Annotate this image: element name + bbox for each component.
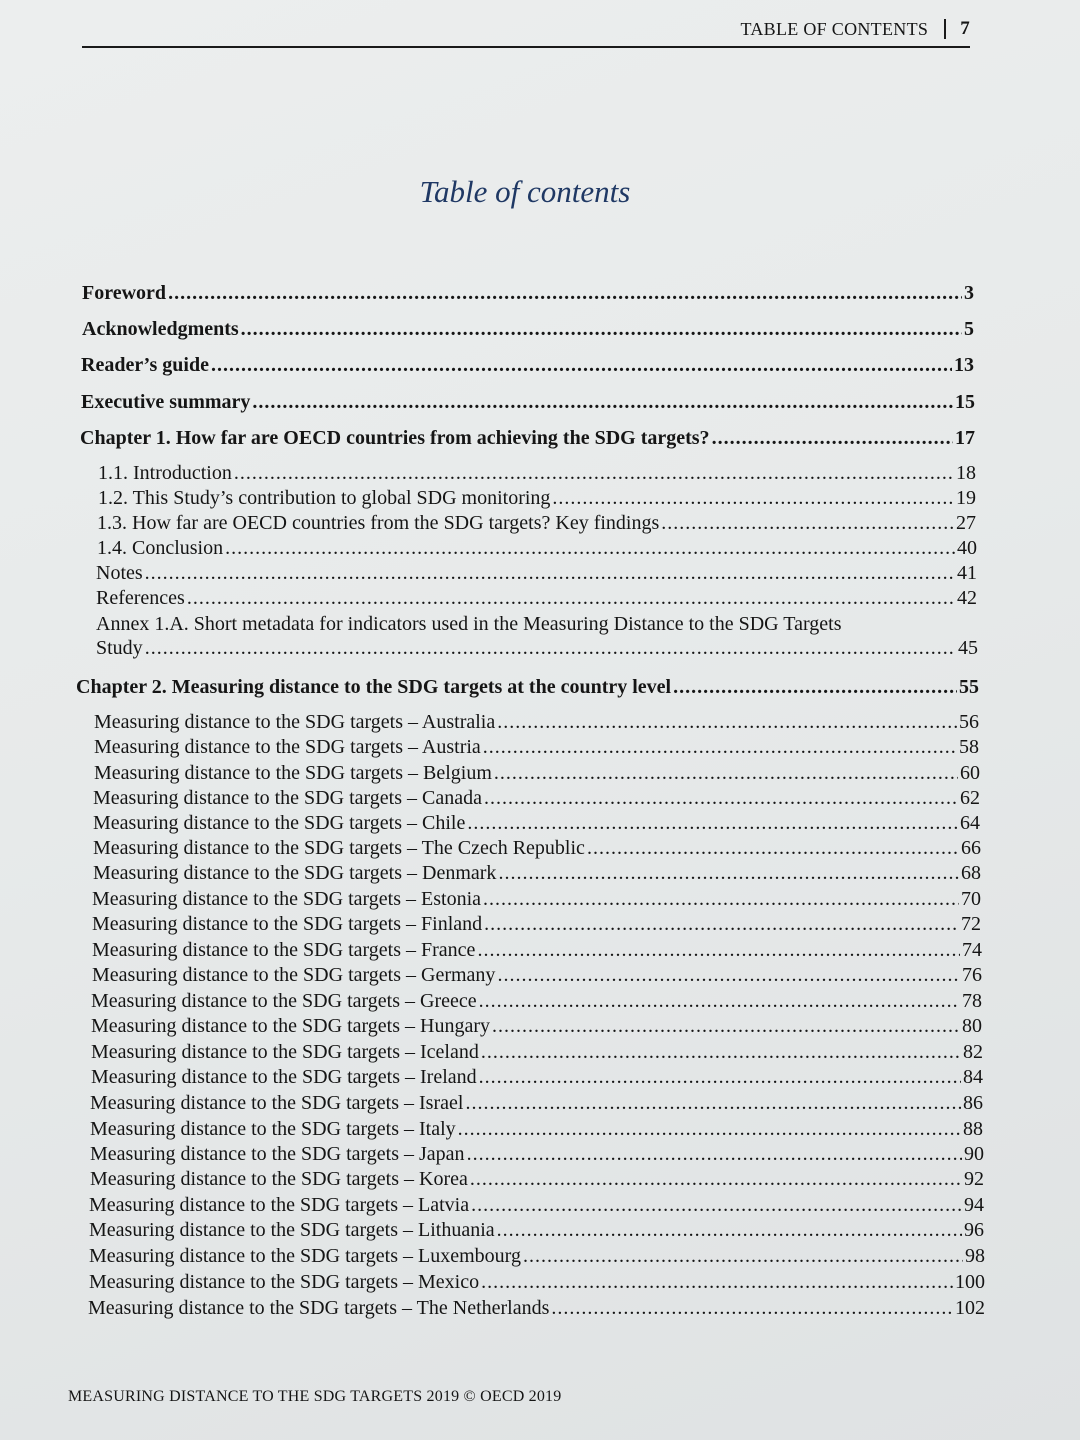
toc-entry-label: Measuring distance to the SDG targets – France [92, 939, 476, 961]
toc-entry-denmark[interactable] [93, 862, 981, 885]
toc-entry-label: Measuring distance to the SDG targets – Denmark [93, 862, 497, 884]
dot-leader [234, 462, 954, 485]
dot-leader [552, 487, 954, 510]
toc-entry-label: Acknowledgments [82, 318, 239, 340]
toc-entry-label: Reader’s guide [81, 354, 209, 376]
toc-entry-page: 90 [964, 1143, 984, 1165]
toc-entry-page: 68 [961, 862, 981, 884]
dot-leader [484, 913, 959, 936]
dot-leader [494, 762, 958, 785]
toc-entry-label: Measuring distance to the SDG targets – Germany [92, 964, 496, 986]
dot-leader [481, 1271, 953, 1294]
toc-entry-page: 84 [963, 1066, 983, 1088]
toc-entry-label: Measuring distance to the SDG targets – Finland [92, 913, 483, 935]
dot-leader [477, 939, 960, 962]
toc-entry-label: Measuring distance to the SDG targets – Latvia [89, 1194, 470, 1216]
dot-leader [225, 537, 955, 560]
toc-entry-page: 72 [961, 913, 981, 935]
toc-entry-france[interactable] [92, 939, 982, 962]
toc-entry-label: Measuring distance to the SDG targets – Austria [94, 736, 481, 758]
toc-entry-iceland[interactable] [91, 1041, 983, 1064]
toc-entry-label: Notes [96, 562, 143, 584]
toc-entry-chile[interactable] [93, 812, 980, 835]
dot-leader [479, 1066, 961, 1089]
toc-entry-1-3[interactable] [97, 512, 976, 535]
toc-entry-label: Study [96, 637, 143, 659]
toc-entry-label: Measuring distance to the SDG targets – Greece [91, 990, 477, 1012]
dot-leader [458, 1118, 961, 1141]
toc-entry-estonia[interactable] [92, 888, 981, 911]
toc-entry-page: 70 [961, 888, 981, 910]
toc-entry-page: 45 [958, 637, 978, 659]
toc-entry-label: Measuring distance to the SDG targets – Italy [90, 1118, 456, 1140]
toc-entry-1-4[interactable] [97, 537, 977, 560]
toc-entry-page: 56 [959, 711, 979, 733]
toc-entry-japan[interactable] [90, 1143, 984, 1166]
toc-entry-ireland[interactable] [91, 1066, 983, 1089]
toc-entry-1-1[interactable] [98, 462, 976, 485]
dot-leader [483, 736, 957, 759]
toc-entry-page: 55 [959, 676, 979, 698]
toc-entry-page: 74 [962, 939, 982, 961]
toc-entry-page: 60 [960, 762, 980, 784]
toc-entry-page: 88 [963, 1118, 983, 1140]
toc-entry-chapter-2[interactable] [76, 676, 979, 699]
toc-entry-chapter-1[interactable] [80, 427, 975, 450]
toc-entry-page: 18 [956, 462, 976, 484]
dot-leader [498, 862, 959, 885]
dot-leader [479, 990, 960, 1013]
toc-entry-page: 64 [960, 812, 980, 834]
toc-entry-label: References [96, 587, 185, 609]
toc-entry-page: 62 [960, 787, 980, 809]
toc-entry-label: Measuring distance to the SDG targets – Australia [94, 711, 496, 733]
toc-entry-executive-summary[interactable] [81, 391, 975, 414]
page-footer: MEASURING DISTANCE TO THE SDG TARGETS 2019 © OECD 2019 [68, 1388, 562, 1405]
toc-entry-label: Measuring distance to the SDG targets – Estonia [92, 888, 482, 910]
page-title: Table of contents [419, 174, 631, 209]
dot-leader [492, 1015, 960, 1038]
toc-entry-references[interactable] [96, 587, 977, 610]
dot-leader [471, 1194, 962, 1217]
toc-entry-label: Measuring distance to the SDG targets – Canada [93, 787, 482, 809]
toc-entry-page: 82 [963, 1041, 983, 1063]
dot-leader [497, 1219, 962, 1242]
toc-entry-acknowledgments[interactable] [82, 318, 974, 341]
toc-entry-label: Measuring distance to the SDG targets – The Netherlands [88, 1297, 550, 1319]
toc-entry-austria[interactable] [94, 736, 979, 759]
dot-leader [712, 427, 953, 450]
dot-leader [673, 676, 957, 699]
toc-entry-israel[interactable] [90, 1092, 983, 1115]
dot-leader [145, 637, 956, 660]
toc-entry-netherlands[interactable] [88, 1297, 985, 1320]
toc-entry-label: Measuring distance to the SDG targets – Belgium [94, 762, 492, 784]
dot-leader [145, 562, 955, 585]
dot-leader [465, 1092, 961, 1115]
toc-entry-label: Executive summary [81, 391, 251, 413]
toc-entry-label: 1.4. Conclusion [97, 537, 224, 559]
toc-entry-belgium[interactable] [94, 762, 980, 785]
toc-entry-luxembourg[interactable] [89, 1245, 985, 1268]
toc-entry-finland[interactable] [92, 913, 981, 936]
toc-entry-lithuania[interactable] [89, 1219, 984, 1242]
toc-entry-label: 1.1. Introduction [98, 462, 232, 484]
toc-entry-annex-title-line[interactable]: Annex 1.A. Short metadata for indicators used in the Measuring Distance to the SDG Targets [96, 613, 842, 635]
dot-leader [467, 1143, 962, 1166]
toc-entry-label: Measuring distance to the SDG targets – Hungary [91, 1015, 490, 1037]
dot-leader [168, 282, 962, 305]
toc-entry-page: 15 [955, 391, 975, 413]
toc-entry-korea[interactable] [90, 1168, 984, 1191]
toc-entry-page: 86 [963, 1092, 983, 1114]
toc-entry-foreword[interactable] [82, 282, 974, 305]
toc-entry-page: 92 [964, 1168, 984, 1190]
toc-entry-page: 40 [957, 537, 977, 559]
toc-entry-page: 3 [964, 282, 974, 304]
toc-entry-label: Chapter 2. Measuring distance to the SDG targets at the country level [76, 676, 672, 698]
toc-entry-page: 27 [956, 512, 976, 534]
header-separator [944, 19, 946, 39]
toc-entry-page: 76 [962, 964, 982, 986]
toc-entry-czech-republic[interactable] [93, 837, 981, 860]
toc-entry-label: Measuring distance to the SDG targets – Lithuania [89, 1219, 495, 1241]
dot-leader [523, 1245, 963, 1268]
toc-entry-page: 98 [965, 1245, 985, 1267]
dot-leader [211, 354, 952, 377]
dot-leader [470, 1168, 962, 1191]
toc-entry-label: Measuring distance to the SDG targets – Chile [93, 812, 466, 834]
running-header-section: TABLE OF CONTENTS [740, 18, 929, 39]
toc-entry-1-2[interactable] [98, 487, 976, 510]
dot-leader [661, 512, 954, 535]
toc-entry-italy[interactable] [90, 1118, 983, 1141]
toc-entry-page: 66 [961, 837, 981, 859]
toc-entry-page: 19 [956, 487, 976, 509]
toc-entry-label: Measuring distance to the SDG targets – Luxembourg [89, 1245, 521, 1267]
dot-leader [187, 587, 955, 610]
toc-entry-readers-guide[interactable] [81, 354, 974, 377]
dot-leader [484, 787, 958, 810]
toc-entry-label: 1.2. This Study’s contribution to global SDG monitoring [98, 487, 551, 509]
toc-entry-label: Measuring distance to the SDG targets – Ireland [91, 1066, 477, 1088]
toc-entry-label: 1.3. How far are OECD countries from the SDG targets? Key findings [97, 512, 660, 534]
toc-entry-page: 13 [954, 354, 974, 376]
toc-entry-page: 5 [964, 318, 974, 340]
toc-entry-germany[interactable] [92, 964, 982, 987]
toc-entry-canada[interactable] [93, 787, 980, 810]
toc-entry-annex-1a[interactable] [96, 637, 978, 660]
toc-entry-hungary[interactable] [91, 1015, 982, 1038]
toc-entry-label: Chapter 1. How far are OECD countries from achieving the SDG targets? [80, 427, 710, 449]
toc-entry-page: 80 [962, 1015, 982, 1037]
toc-entry-page: 41 [957, 562, 977, 584]
toc-entry-page: 17 [955, 427, 975, 449]
running-header [82, 14, 970, 48]
dot-leader [551, 1297, 953, 1320]
running-header-page-number: 7 [960, 18, 970, 39]
toc-entry-greece[interactable] [91, 990, 982, 1013]
toc-entry-label: Measuring distance to the SDG targets – Mexico [89, 1271, 480, 1293]
toc-entry-latvia[interactable] [89, 1194, 984, 1217]
toc-entry-page: 58 [959, 736, 979, 758]
toc-entry-australia[interactable] [94, 711, 979, 734]
dot-leader [587, 837, 959, 860]
toc-entry-label: Measuring distance to the SDG targets – Iceland [91, 1041, 479, 1063]
dot-leader [252, 391, 953, 414]
toc-entry-page: 96 [964, 1219, 984, 1241]
dot-leader [467, 812, 958, 835]
dot-leader [483, 888, 959, 911]
dot-leader [497, 711, 957, 734]
toc-entry-label: Foreword [82, 282, 167, 304]
toc-entry-label: Measuring distance to the SDG targets – Israel [90, 1092, 464, 1114]
toc-entry-page: 100 [955, 1271, 985, 1293]
toc-entry-label: Measuring distance to the SDG targets – Japan [90, 1143, 465, 1165]
toc-entry-label: Measuring distance to the SDG targets – Korea [90, 1168, 468, 1190]
dot-leader [481, 1041, 961, 1064]
toc-entry-page: 78 [962, 990, 982, 1012]
dot-leader [497, 964, 960, 987]
toc-entry-label: Measuring distance to the SDG targets – The Czech Republic [93, 837, 585, 859]
toc-entry-page: 42 [957, 587, 977, 609]
toc-entry-page: 94 [964, 1194, 984, 1216]
toc-entry-mexico[interactable] [89, 1271, 985, 1294]
dot-leader [241, 318, 962, 341]
toc-entry-page: 102 [955, 1297, 985, 1319]
toc-entry-notes[interactable] [96, 562, 977, 585]
